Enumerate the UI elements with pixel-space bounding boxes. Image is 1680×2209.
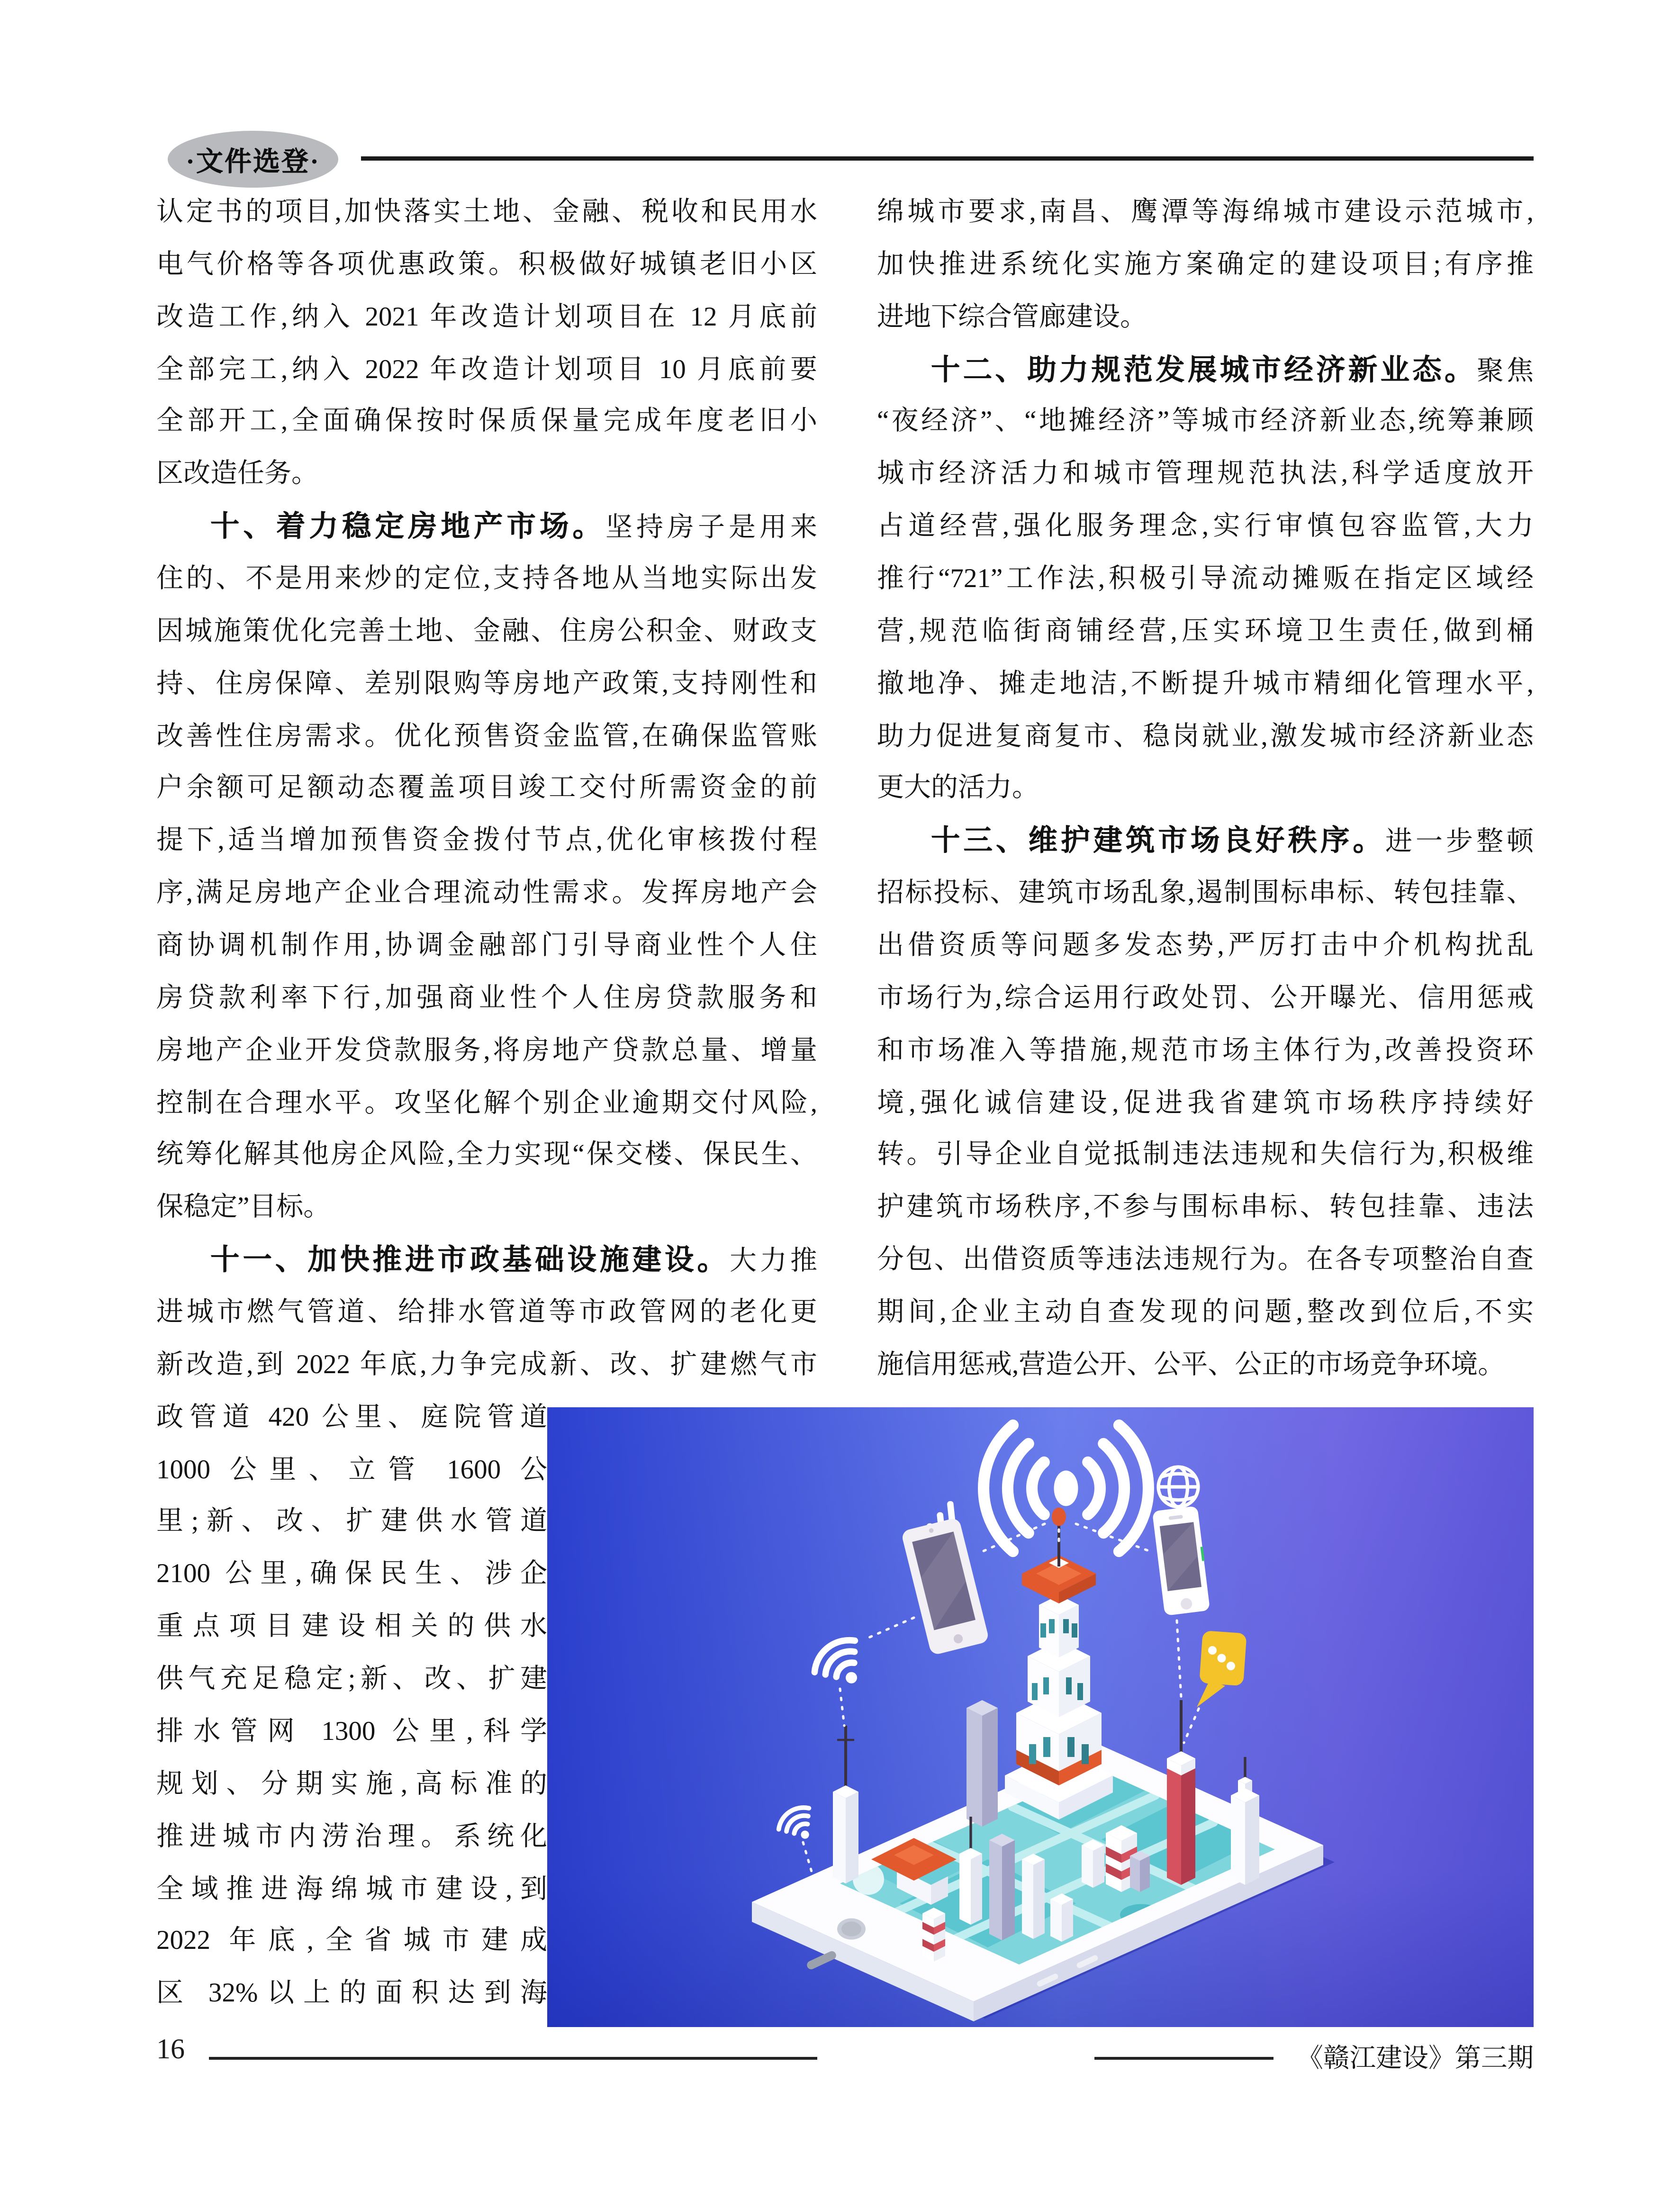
- text-line: [156, 1655, 547, 1707]
- text-line: [156, 1026, 817, 1078]
- body-text: 更大的活力。: [877, 774, 1039, 804]
- body-text: 控制在合理水平。攻坚化解个别企业逾期交付风险,: [156, 1088, 817, 1118]
- text-line: [877, 1131, 1534, 1183]
- body-text: 护建筑市场秩序,不参与围标串标、转包挂靠、违法: [877, 1193, 1534, 1223]
- body-text: 商协调机制作用,协调金融部门引导商业性个人住: [156, 931, 817, 961]
- text-line: [877, 659, 1534, 712]
- body-text: 加快推进系统化实施方案确定的建设项目;有序推: [877, 250, 1534, 280]
- text-line: [156, 764, 817, 816]
- text-line: [877, 1340, 1534, 1393]
- text-line: [156, 1759, 547, 1812]
- body-text: 绵城市要求,南昌、鹰潭等海绵城市建设示范城市,: [877, 198, 1534, 227]
- body-text: 电气价格等各项优惠政策。积极做好城镇老旧小区: [156, 250, 817, 280]
- text-line: [877, 1078, 1534, 1131]
- body-text: 城市经济活力和城市管理规范执法,科学适度放开: [877, 459, 1534, 489]
- page-number: 16: [156, 2034, 185, 2065]
- body-text: 住的、不是用来炒的定位,支持各地从当地实际出发: [156, 564, 817, 595]
- section-badge: [168, 131, 338, 188]
- text-line: [877, 607, 1534, 660]
- body-text: 市场行为,综合运用行政处罚、公开曝光、信用惩戒: [877, 983, 1534, 1014]
- smart-city-illustration: [547, 1407, 1534, 2027]
- text-line: [156, 1707, 547, 1760]
- body-text: 持、住房保障、差别限购等房地产政策,支持刚性和: [156, 669, 817, 699]
- text-line: [877, 292, 1534, 345]
- section-heading: 十二、助力规范发展城市经济新业态。: [931, 353, 1477, 386]
- footer-rule-left: [209, 2057, 817, 2060]
- body-text: 助力促进复商复市、稳岗就业,激发城市经济新业态: [877, 721, 1534, 751]
- text-line: [156, 712, 817, 764]
- text-line: [877, 554, 1534, 607]
- text-line: [877, 1236, 1534, 1288]
- text-line: [156, 816, 817, 869]
- body-text: 期间,企业主动自查发现的问题,整改到位后,不实: [877, 1298, 1534, 1328]
- body-text: 因城施策优化完善土地、金融、住房公积金、财政支: [156, 616, 817, 647]
- body-text: 里;新、改、扩建供水管道: [156, 1507, 547, 1538]
- body-text: 全部开工,全面确保按时保质保量完成年度老旧小: [156, 407, 817, 437]
- text-line: [156, 1236, 817, 1288]
- text-line: [156, 921, 817, 974]
- text-line: [156, 1602, 547, 1655]
- section-heading: 十一、加快推进市政基础设施建设。: [210, 1244, 730, 1277]
- text-line: [156, 1812, 547, 1865]
- text-line: [156, 1183, 817, 1236]
- header-rule: [361, 156, 1534, 161]
- body-text: 出借资质等问题多发态势,严厉打击中介机构扰乱: [877, 931, 1534, 961]
- body-text: 分包、出借资质等违法违规行为。在各专项整治自查: [877, 1245, 1534, 1276]
- text-line: [156, 554, 817, 607]
- text-line: [156, 974, 817, 1026]
- body-text: 房地产企业开发贷款服务,将房地产贷款总量、增量: [156, 1036, 817, 1066]
- body-text: 推行“721”工作法,积极引导流动摊贩在指定区域经: [877, 564, 1534, 595]
- text-line: [877, 869, 1534, 922]
- text-line: [156, 869, 817, 922]
- text-line: [156, 1445, 547, 1498]
- body-text: 进一步整顿: [1385, 827, 1534, 858]
- text-line: [156, 1393, 547, 1445]
- body-text: 营,规范临街商铺经营,压实环境卫生责任,做到桶: [877, 616, 1534, 647]
- body-text: 2100 公里,确保民生、涉企: [156, 1560, 547, 1590]
- body-text: 供气充足稳定;新、改、扩建: [156, 1665, 547, 1695]
- body-text: 户余额可足额动态覆盖项目竣工交付所需资金的前: [156, 774, 817, 804]
- text-line: [877, 188, 1534, 240]
- body-text: 转。引导企业自觉抵制违法违规和失信行为,积极维: [877, 1141, 1534, 1171]
- right-column: [877, 188, 1534, 1393]
- text-line: [156, 1288, 817, 1340]
- section-heading: 十三、维护建筑市场良好秩序。: [931, 824, 1385, 858]
- antenna-balloon: [1052, 1508, 1066, 1526]
- body-text: 招标投标、建筑市场乱象,遏制围标串标、转包挂靠、: [877, 878, 1534, 909]
- text-line: [156, 1497, 547, 1550]
- text-line: [877, 816, 1534, 869]
- body-text: 推进城市内涝治理。系统化: [156, 1821, 547, 1852]
- text-line: [156, 659, 817, 712]
- body-text: “夜经济”、“地摊经济”等城市经济新业态,统筹兼顾: [877, 407, 1534, 437]
- text-line: [156, 1131, 817, 1183]
- body-text: 区改造任务。: [156, 459, 319, 489]
- text-line: [877, 502, 1534, 554]
- body-text: 大力推: [729, 1247, 817, 1277]
- text-line: [877, 1183, 1534, 1236]
- text-line: [877, 712, 1534, 764]
- body-text: 规划、分期实施,高标准的: [156, 1769, 547, 1800]
- globe-icon: [1158, 1467, 1198, 1507]
- body-text: 区 32%以上的面积达到海: [156, 1979, 547, 2009]
- text-line: [156, 1917, 547, 1969]
- body-text: 统筹化解其他房企风险,全力实现“保交楼、保民生、: [156, 1141, 817, 1171]
- text-line: [877, 1288, 1534, 1340]
- journal-title: 《赣江建设》第三期: [1297, 2046, 1534, 2074]
- body-text: 重点项目建设相关的供水: [156, 1612, 547, 1642]
- text-line: [156, 397, 817, 450]
- body-text: 保稳定”目标。: [156, 1193, 331, 1223]
- text-line: [877, 397, 1534, 450]
- text-line: [877, 764, 1534, 816]
- body-text: 排水管网 1300 公里,科学: [156, 1717, 547, 1747]
- text-line: [156, 1969, 547, 2022]
- text-line: [156, 1340, 817, 1393]
- text-line: [156, 450, 817, 502]
- footer-rule-right: [1094, 2057, 1274, 2060]
- text-line: [156, 607, 817, 660]
- body-text: 1000 公里、立管 1600 公: [156, 1455, 547, 1485]
- body-text: 改善性住房需求。优化预售资金监管,在确保监管账: [156, 721, 817, 751]
- body-text: 聚焦: [1476, 356, 1534, 386]
- text-line: [156, 345, 817, 398]
- body-text: 新改造,到 2022 年底,力争完成新、改、扩建燃气市: [156, 1350, 817, 1380]
- text-line: [156, 188, 817, 240]
- body-text: 和市场准入等措施,规范市场主体行为,改善投资环: [877, 1036, 1534, 1066]
- body-text: 施信用惩戒,营造公开、公平、公正的市场竞争环境。: [877, 1350, 1505, 1380]
- text-line: [156, 240, 817, 293]
- text-line: [877, 921, 1534, 974]
- text-line: [877, 1026, 1534, 1078]
- body-text: 房贷款利率下行,加强商业性个人住房贷款服务和: [156, 983, 817, 1014]
- text-line: [156, 1865, 547, 1917]
- badge-label: ·文件选登·: [185, 147, 321, 177]
- text-line: [156, 292, 817, 345]
- body-text: 认定书的项目,加快落实土地、金融、税收和民用水: [156, 198, 817, 227]
- body-text: 境,强化诚信建设,促进我省建筑市场秩序持续好: [877, 1088, 1534, 1118]
- text-line: [877, 450, 1534, 502]
- body-text: 全域推进海绵城市建设,到: [156, 1874, 547, 1904]
- body-text: 序,满足房地产企业合理流动性需求。发挥房地产会: [156, 878, 817, 909]
- body-text: 提下,适当增加预售资金拨付节点,优化审核拨付程: [156, 826, 817, 856]
- text-line: [156, 1078, 817, 1131]
- text-line: [156, 502, 817, 554]
- text-line: [156, 1550, 547, 1602]
- text-line: [877, 974, 1534, 1026]
- text-line: [877, 345, 1534, 398]
- body-text: 全部完工,纳入 2022 年改造计划项目 10 月底前要: [156, 354, 817, 385]
- text-line: [877, 240, 1534, 293]
- body-text: 改造工作,纳入 2021 年改造计划项目在 12 月底前: [156, 302, 817, 333]
- body-text: 撤地净、摊走地洁,不断提升城市精细化管理水平,: [877, 669, 1534, 699]
- body-text: 进城市燃气管道、给排水管道等市政管网的老化更: [156, 1298, 817, 1328]
- body-text: 坚持房子是用来: [605, 513, 817, 543]
- body-text: 政管道 420 公里、庭院管道: [156, 1403, 547, 1433]
- smart-city-svg: [547, 1407, 1534, 2027]
- section-heading: 十、着力稳定房地产市场。: [210, 510, 605, 543]
- body-text: 2022 年底,全省城市建成: [156, 1927, 547, 1957]
- body-text: 占道经营,强化服务理念,实行审慎包容监管,大力: [877, 512, 1534, 542]
- body-text: 进地下综合管廊建设。: [877, 302, 1147, 333]
